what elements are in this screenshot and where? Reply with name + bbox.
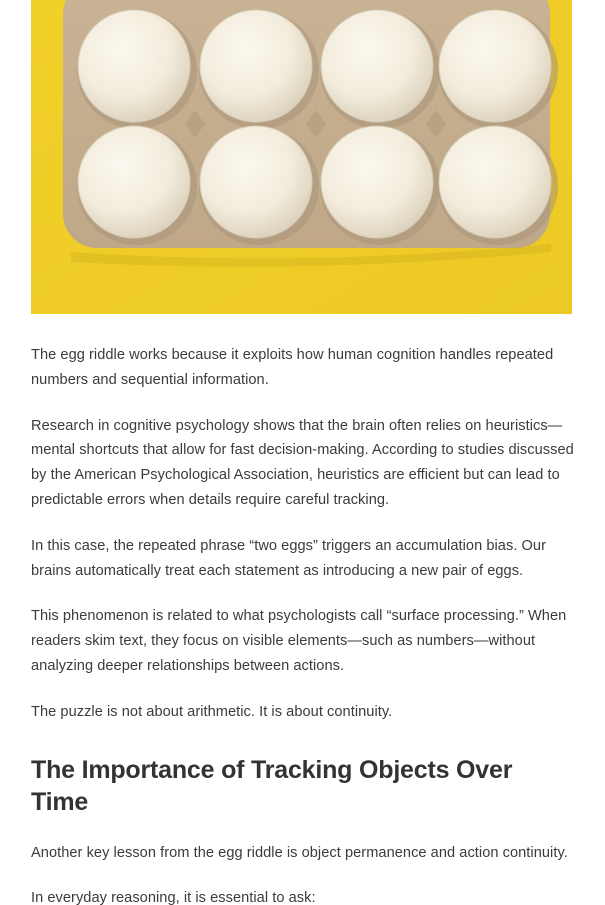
paragraph-surface-processing: This phenomenon is related to what psychologists call “surface processing.” When readers skim text, they focus on visible elements—such as numbers—without analyzing deeper relationships between actions. (31, 608, 567, 674)
egg-3 (321, 10, 433, 122)
paragraph-heuristics: Research in cognitive psychology shows that the brain often relies on heuristics—mental shortcuts that allow for fast decision-making. According to studies discussed by the American Psychological Association, heuristics are efficient but can lead to predictable errors when details require careful tracking. (31, 417, 574, 508)
paragraph-continuity: The puzzle is not about arithmetic. It is about continuity. (31, 703, 393, 720)
paragraph-everyday-reasoning: In everyday reasoning, it is essential to ask: (31, 890, 316, 905)
article-content (31, 343, 576, 905)
section-heading: The Importance of Tracking Objects Over Time (31, 755, 513, 816)
paragraph-cognition: The egg riddle works because it exploits how human cognition handles repeated numbers and sequential information. (31, 347, 554, 388)
paragraph-accumulation-bias: In this case, the repeated phrase “two eggs” triggers an accumulation bias. Our brains automatically treat each statement as introducing a new pair of eggs. (31, 537, 547, 579)
egg-carton-image (31, 0, 572, 314)
egg-4 (439, 10, 551, 122)
egg-7 (321, 126, 433, 238)
egg-carton-photo-icon (31, 0, 572, 314)
egg-5 (78, 126, 190, 238)
egg-6 (200, 126, 312, 238)
paragraph-object-permanence: Another key lesson from the egg riddle is object permanence and action continuity. (31, 844, 568, 861)
egg-8 (439, 126, 551, 238)
egg-2 (200, 10, 312, 122)
egg-1 (78, 10, 190, 122)
